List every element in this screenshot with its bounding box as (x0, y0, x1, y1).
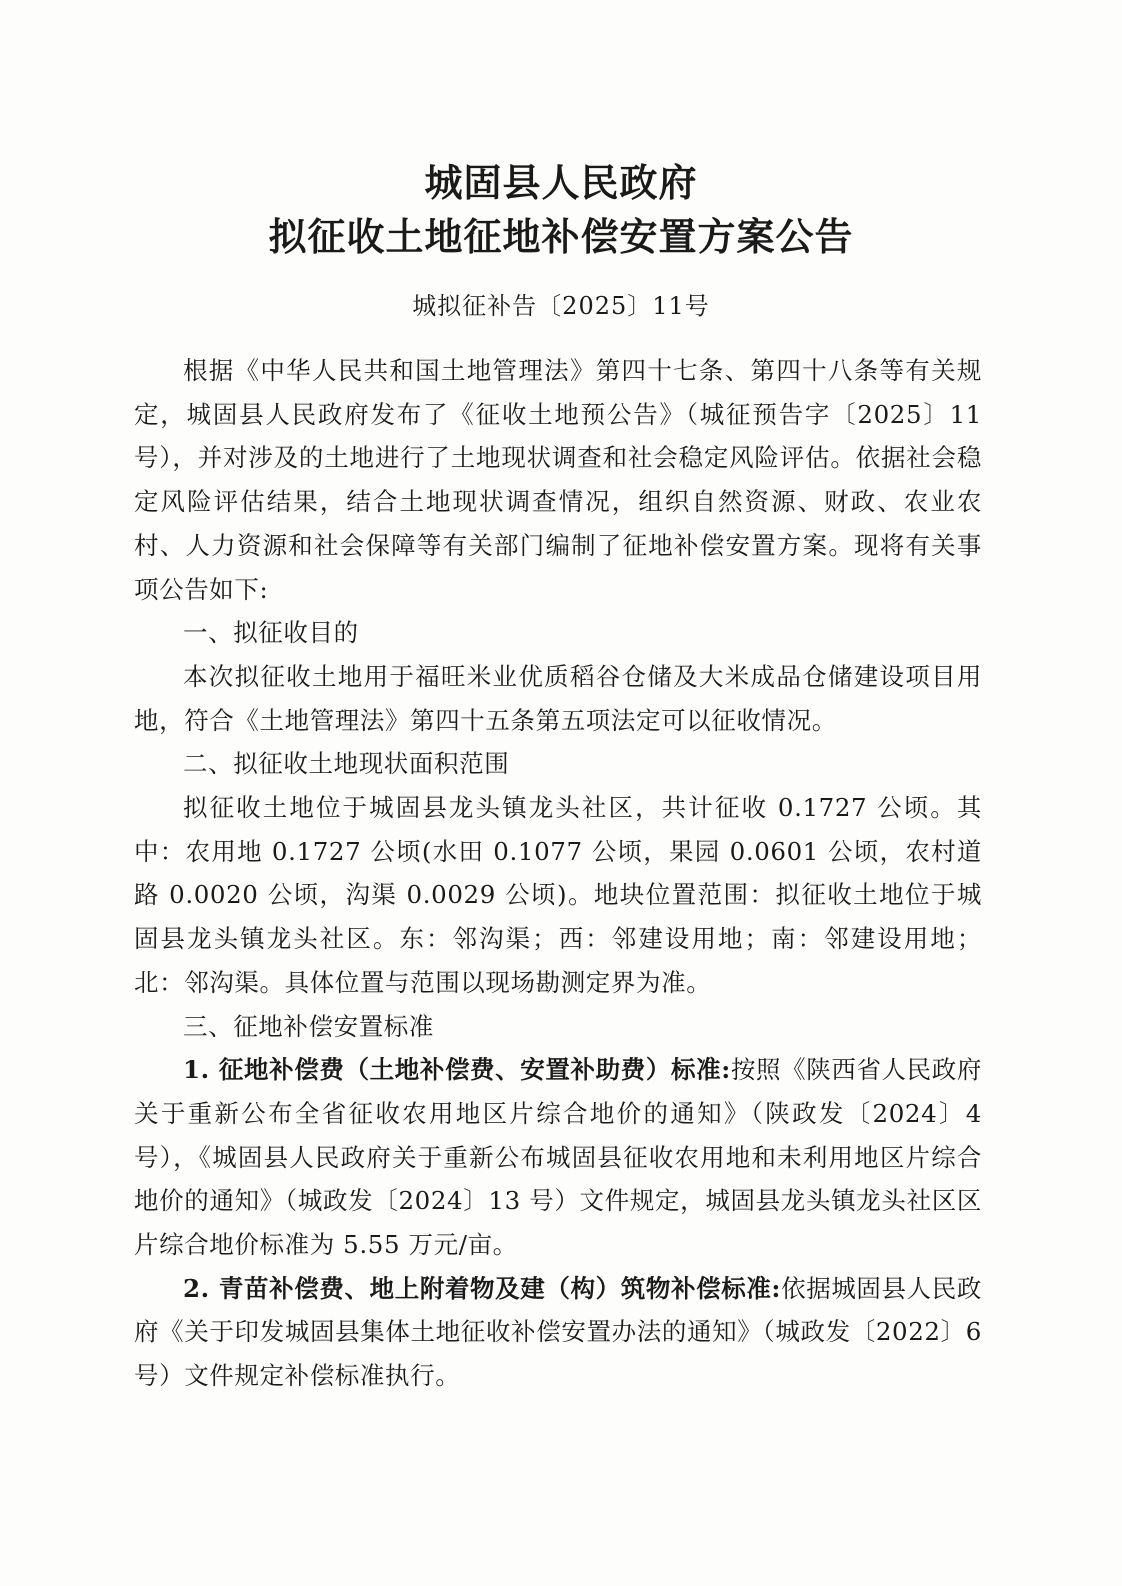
standard-item-1 (134, 1048, 982, 1267)
standard-item-2-text: 依据城固县人民政府《关于印发城固县集体土地征收补偿安置办法的通知》（城政发〔2022〕6 号）文件规定补偿标准执行。 (134, 1273, 982, 1391)
section-heading-standards: 三、征地补偿安置标准 (183, 1011, 434, 1041)
standard-item-1-lead: 1. 征地补偿费（土地补偿费、安置补助费）标准: (183, 1055, 731, 1085)
document-title-line1: 城固县人民政府 (424, 160, 698, 205)
document-body (134, 349, 982, 1398)
standard-item-2-lead: 2. 青苗补偿费、地上附着物及建（构）筑物补偿标准: (183, 1273, 782, 1303)
section-heading-area: 二、拟征收土地现状面积范围 (183, 749, 510, 779)
intro-paragraph: 根据《中华人民共和国土地管理法》第四十七条、第四十八条等有关规定，城固县人民政府发布了《征收土地预公告》（城征预告字〔2025〕11 号），并对涉及的土地进行了土地现状调查和社会稳定风险评估。依据社会稳定风险评估结果，结合土地现状调查情况，组织自然资源、财政、农业农村、人力资源和社会保障等有关部门编制了征地补偿安置方案。现将有关事项公告如下: (134, 356, 982, 604)
standard-item-2 (134, 1267, 982, 1398)
document-title-line2: 拟征收土地征地补偿安置方案公告 (268, 214, 854, 259)
document-number: 城拟征补告〔2025〕11号 (412, 292, 710, 320)
section-paragraph-purpose: 本次拟征收土地用于福旺米业优质稻谷仓储及大米成品仓储建设项目用地，符合《土地管理法》第四十五条第五项法定可以征收情况。 (134, 661, 982, 735)
section-heading-purpose: 一、拟征收目的 (183, 618, 359, 648)
section-paragraph-area: 拟征收土地位于城固县龙头镇龙头社区，共计征收 0.1727 公顷。其中：农用地 0.1727 公顷(水田 0.1077 公顷，果园 0.0601 公顷，农村道路 0.0020 公顷，沟渠 0.0029 公顷)。地块位置范围：拟征收土地位于城固县龙头镇龙头社区。东：邻沟渠；西：邻建设用地；南：邻建设用地；北：邻沟渠。具体位置与范围以现场勘测定界为准。 (134, 793, 982, 997)
standard-item-1-text: 按照《陕西省人民政府关于重新公布全省征收农用地区片综合地价的通知》（陕政发〔2024〕4 号），《城固县人民政府关于重新公布城固县征收农用地和未利用地区片综合地价的通知》（城政发〔2024〕13 号）文件规定，城固县龙头镇龙头社区区片综合地价标准为 5.55 万元/亩。 (134, 1055, 982, 1260)
